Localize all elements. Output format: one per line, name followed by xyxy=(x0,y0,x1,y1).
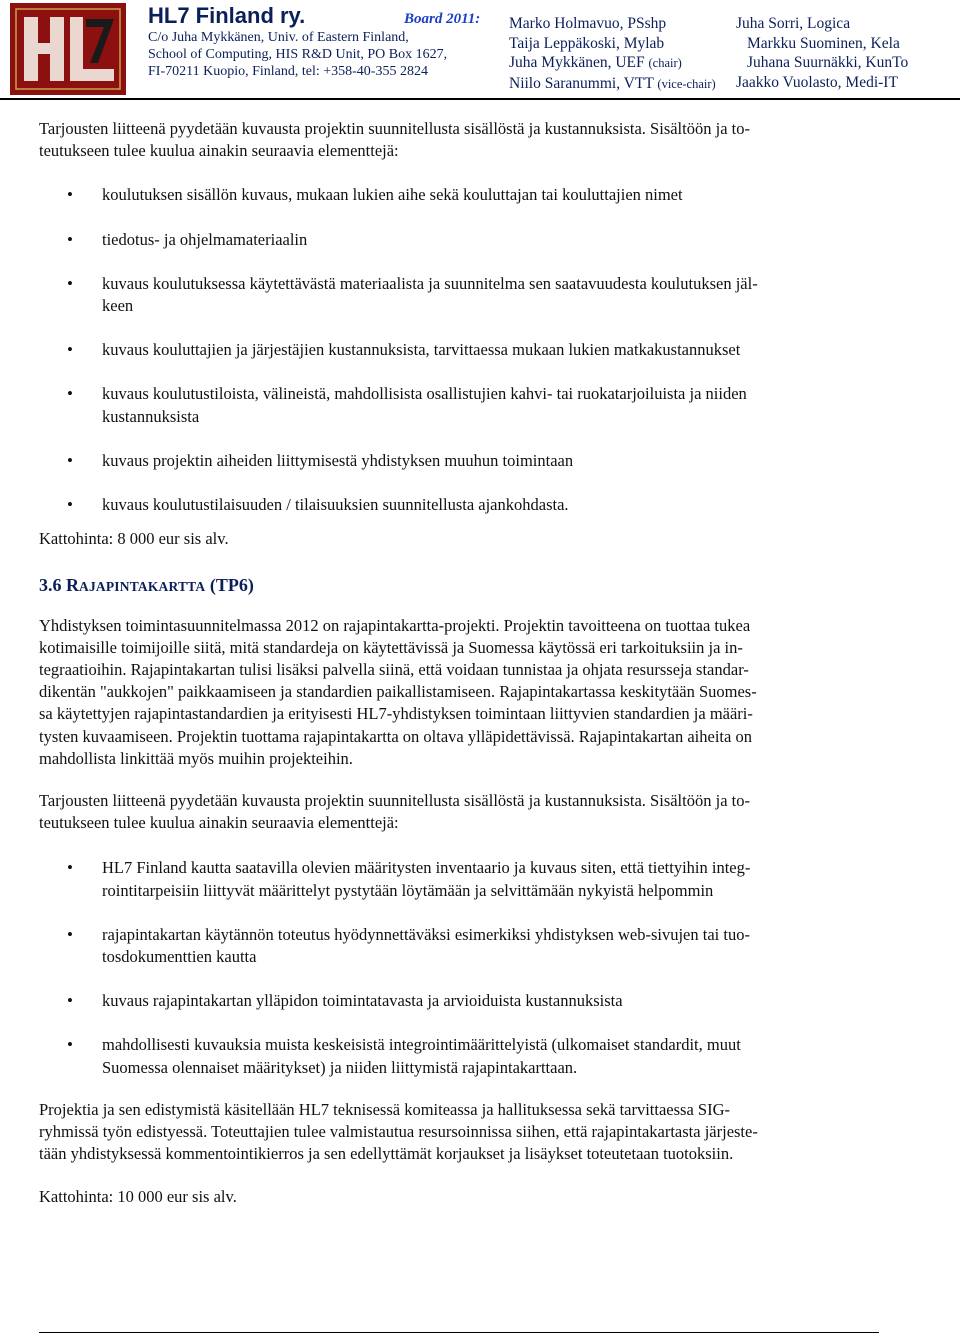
section1-bullet-list xyxy=(39,184,884,516)
board-member: Jaakko Vuolasto, Medi-IT xyxy=(736,73,898,91)
section1-price: Kattohinta: 8 000 eur sis alv. xyxy=(39,529,229,549)
board-members-column-2 xyxy=(736,14,908,92)
board-member: Juha Mykkänen, UEF (chair) xyxy=(509,54,682,71)
board-member: Juhana Suurnäkki, KunTo xyxy=(747,54,909,71)
role-chair: (chair) xyxy=(648,56,682,70)
board-member: Niilo Saranummi, VTT (vice-chair) xyxy=(509,74,716,92)
board-member: Markku Suominen, Kela xyxy=(747,34,900,52)
footer-rule xyxy=(39,1332,879,1333)
role-vice-chair: (vice-chair) xyxy=(657,76,716,91)
board-member: Taija Leppäkoski, Mylab xyxy=(509,34,665,52)
address-line-3: FI-70211 Kuopio, Finland, tel: +358-40-355 2824 xyxy=(148,64,428,79)
board-label: Board 2011: xyxy=(404,11,481,27)
board-member: Marko Holmavuo, PSshp xyxy=(509,15,667,32)
list-item: • HL7 Finland kautta saatavilla olevien määritysten inventaario ja kuvaus siten, että tiettyihin integ- rointitarpeisiin liittyvät määrittelyt pystytään löytämään ja selvittämään nykyistä helpommin xyxy=(39,857,884,901)
list-item: • kuvaus kouluttajien ja järjestäjien kustannuksista, tarvittaessa mukaan lukien matkakustannukset xyxy=(39,339,884,361)
list-item: • kuvaus koulutustiloista, välineistä, mahdollisista osallistujien kahvi- tai ruokatarjoiluista ja niiden kustannuksista xyxy=(39,383,884,427)
hl7-logo-graphic xyxy=(10,3,126,95)
section2-bullet-list xyxy=(39,857,884,1078)
address-line-2: School of Computing, HIS R&D Unit, PO Box 1627, xyxy=(148,47,448,62)
board-members-column-1 xyxy=(509,14,716,94)
list-item: • rajapintakartan käytännön toteutus hyödynnettäväksi esimerkiksi yhdistyksen web-sivujen tai tuo- tosdokumenttien kautta xyxy=(39,924,884,968)
board-member: Juha Sorri, Logica xyxy=(736,15,851,32)
address-line-1: C/o Juha Mykkänen, Univ. of Eastern Finland, xyxy=(148,30,409,45)
section2-price: Kattohinta: 10 000 eur sis alv. xyxy=(39,1186,237,1206)
section1-intro: Tarjousten liitteenä pyydetään kuvausta projektin suunnitellusta sisällöstä ja kustannuksista. Sisältöön ja to- teutukseen tulee kuulua ainakin seuraavia elementtejä: xyxy=(39,119,750,161)
list-item: • kuvaus koulutustilaisuuden / tilaisuuksien suunnitellusta ajankohdasta. xyxy=(39,494,884,516)
list-item: • tiedotus- ja ohjelmamateriaalin xyxy=(39,229,884,251)
list-item: • kuvaus projektin aiheiden liittymisestä yhdistyksen muuhun toimintaan xyxy=(39,450,884,472)
letterhead xyxy=(0,0,960,100)
hl7-logo xyxy=(10,3,126,95)
list-item: • koulutuksen sisällön kuvaus, mukaan lukien aihe sekä kouluttajan tai kouluttajien nimet xyxy=(39,184,884,206)
section2-closing: Projektia ja sen edistymistä käsitellään HL7 teknisessä komiteassa ja hallituksessa sekä tarvittaessa SIG- ryhmissä työn edistyessä. Toteuttajien tulee valmistautua resursoinnissa siihen, että rajapintakartasta järjeste- tään yhdistyksessä kommentointikierros ja sen edellyttämät korjaukset ja lisäykset toteutetaan tuotoksiin. xyxy=(39,1099,758,1164)
list-item: • mahdollisesti kuvauksia muista keskeisistä integrointimäärittelyistä (ulkomaiset standardit, muut Suomessa olennaiset määritykset) ja niiden liittymistä rajapintakarttaan. xyxy=(39,1034,884,1078)
list-item: • kuvaus koulutuksessa käytettävästä materiaalista ja suunnitelma sen saatavuudesta koulutuksen jäl- keen xyxy=(39,273,884,317)
section2-intro: Tarjousten liitteenä pyydetään kuvausta projektin suunnitellusta sisällöstä ja kustannuksista. Sisältöön ja to- teutukseen tulee kuulua ainakin seuraavia elementtejä: xyxy=(39,791,750,833)
list-item: • kuvaus rajapintakartan ylläpidon toimintatavasta ja arvioiduista kustannuksista xyxy=(39,990,884,1012)
document-body xyxy=(39,118,884,1208)
organization-name: HL7 Finland ry. xyxy=(148,3,306,28)
section-heading: 3.6 RAJAPINTAKARTTA (TP6) xyxy=(39,575,254,596)
section2-paragraph-1: Yhdistyksen toimintasuunnitelmassa 2012 on rajapintakartta-projekti. Projektin tavoitteena on tuottaa tukea kotimaisille toimijoille siitä, mitä standardeja on käytettävissä ja Suomessa käytössä eri tarkoituksiin ja in- tegraatioihin. Rajapintakartan tulisi lisäksi palvella siinä, että voidaan tunnistaa ja ohjata resursseja standar- dikentän "aukkojen" paikkaamiseen ja standardien paikallistamiseen. Rajapintakartassa keskitytään Suomes- sa käytettyjen rajapintastandardien ja erityisesti HL7-yhdistyksen toimintaan liittyvien standardien ja määri- tysten kuvaamiseen. Projektin tuottama rajapintakartta on oltava ylläpidettävissä. Rajapintakartan aiheita on mahdollista linkittää myös muihin projekteihin. xyxy=(39,615,757,768)
